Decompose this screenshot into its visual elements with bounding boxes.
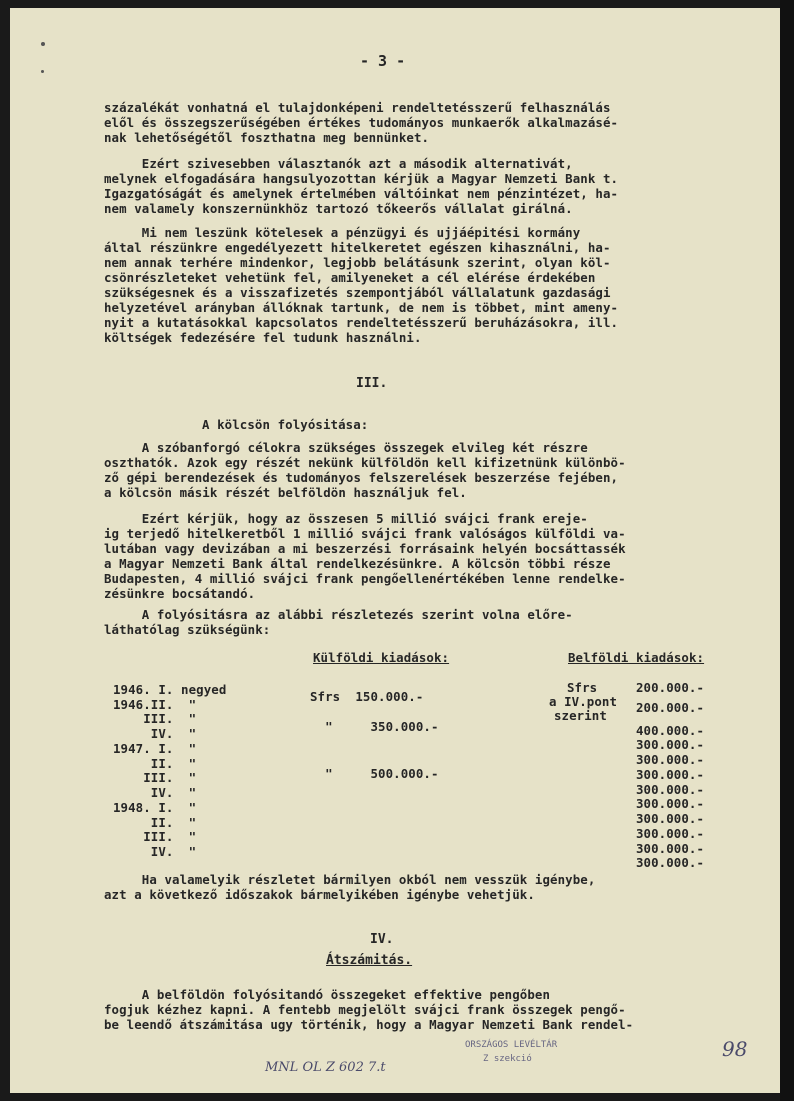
table-period-cell: III. ": [113, 770, 197, 785]
section-heading: IV.: [370, 932, 394, 947]
paragraph: Ezért szivesebben választanók azt a második alternativát, melynek elfogadására hangsulyozottan kérjük a Magyar Nemzeti Bank t. Igazgatóságát és amelynek értelmében váltóinkat nem pénzintézet, ha- nem valamely konszernünkhöz tartozó tőkeerős vállalat girálná.: [104, 156, 619, 216]
table-domestic-cell: 300.000.-: [636, 826, 705, 841]
table-period-cell: 1948. I. ": [113, 800, 197, 815]
table-domestic-cell: 200.000.-: [636, 680, 705, 695]
paragraph: A szóbanforgó célokra szükséges összegek elvileg két részre oszthatók. Azok egy részét nekünk külföldön kell kifizetnünk különbö- ző gépi berendezések és tudományos felszerelések beszerzése fejében, a kölcsön másik részét belföldön használjuk fel.: [104, 440, 626, 500]
table-period-cell: IV. ": [113, 785, 197, 800]
table-header-domestic: Belföldi kiadások:: [568, 650, 705, 665]
table-period-cell: IV. ": [113, 726, 197, 741]
paragraph: Ha valamelyik részletet bármilyen okból nem vesszük igénybe, azt a következő időszakok bármelyikében igénybe vehetjük.: [104, 872, 596, 902]
table-period-cell: 1947. I. ": [113, 741, 197, 756]
paragraph: Mi nem leszünk kötelesek a pénzügyi és ujjáépitési kormány által részünkre engedélyezett hitelkeretet egészen kihasználni, ha- nem annak terhére mindenkor, legjobb belátásunk szerint, olyan köl- csönrészleteket vehetünk fel, amilyeneket a cél elérése érdekében szükségesnek és a visszafizetés szempontjából vállalatunk gazdasági helyzetével arányban állóknak tartunk, de nem is többet, mint ameny- nyit a kutatásokkal kapcsolatos rendeltetésszerű beruházásokra, ill. költségek fedezésére fel tudunk használni.: [104, 225, 619, 345]
table-domestic-cell: 300.000.-: [636, 796, 705, 811]
table-domestic-cell: 400.000.-: [636, 723, 705, 738]
folio-number: 98: [722, 1037, 748, 1061]
domestic-note: szerint: [554, 708, 607, 723]
domestic-note: a IV.pont: [549, 694, 618, 709]
table-period-cell: III. ": [113, 711, 197, 726]
section-subtitle: A kölcsön folyósitása:: [202, 417, 369, 432]
paragraph: százalékát vonhatná el tulajdonképeni rendeltetésszerű felhasználás elől és összegszerűségében értékes tudományos munkaerők alkalmazásé- nak lehetőségétől foszthatna meg bennünket.: [104, 100, 619, 145]
archive-stamp: [465, 1038, 575, 1076]
table-domestic-cell: 300.000.-: [636, 752, 705, 767]
table-foreign-cell: " 350.000.-: [310, 719, 439, 734]
table-period-cell: 1946.II. ": [113, 697, 197, 712]
page-number: - 3 -: [360, 52, 406, 70]
punch-mark: [41, 70, 44, 73]
table-foreign-cell: " 500.000.-: [310, 766, 439, 781]
table-period-cell: IV. ": [113, 844, 197, 859]
paragraph: A belföldön folyósitandó összegeket effektive pengőben fogjuk kézhez kapni. A fentebb megjelölt svájci frank összegek pengő- be leendő átszámitása ugy történik, hogy a Magyar Nemzeti Bank rendel-: [104, 987, 634, 1032]
table-domestic-cell: 200.000.-: [636, 700, 705, 715]
stamp-line: Z szekció: [483, 1054, 532, 1064]
archive-reference: MNL OL Z 602 7.t: [265, 1060, 386, 1075]
domestic-note: Sfrs: [567, 680, 598, 695]
stamp-line: ORSZÁGOS LEVÉLTÁR: [465, 1040, 558, 1050]
table-period-cell: II. ": [113, 815, 197, 830]
table-domestic-cell: 300.000.-: [636, 737, 705, 752]
table-domestic-cell: 300.000.-: [636, 782, 705, 797]
table-domestic-cell: 300.000.-: [636, 855, 705, 870]
table-domestic-cell: 300.000.-: [636, 841, 705, 856]
table-domestic-cell: 300.000.-: [636, 811, 705, 826]
table-period-cell: III. ": [113, 829, 197, 844]
table-period-cell: II. ": [113, 756, 197, 771]
paragraph: A folyósitásra az alábbi részletezés szerint volna előre- láthatólag szükségünk:: [104, 607, 573, 637]
section-subtitle: Átszámitás.: [326, 953, 413, 968]
section-heading: III.: [356, 376, 388, 391]
table-header-foreign: Külföldi kiadások:: [313, 650, 450, 665]
table-period-cell: 1946. I. negyed: [113, 682, 227, 697]
scan-edge: [780, 0, 794, 1101]
table-foreign-cell: Sfrs 150.000.-: [310, 689, 424, 704]
table-domestic-cell: 300.000.-: [636, 767, 705, 782]
punch-mark: [41, 42, 45, 46]
paragraph: Ezért kérjük, hogy az összesen 5 millió svájci frank ereje- ig terjedő hitelkeretből 1 millió svájci frank valóságos külföldi va- lutában vagy devizában a mi beszerzési forrásaink helyén bocsáttassék a Magyar Nemzeti Bank által rendelkezésünkre. A kölcsön többi része Budapesten, 4 millió svájci frank pengőellenértékében lenne rendelke- zésünkre bocsátandó.: [104, 511, 626, 601]
